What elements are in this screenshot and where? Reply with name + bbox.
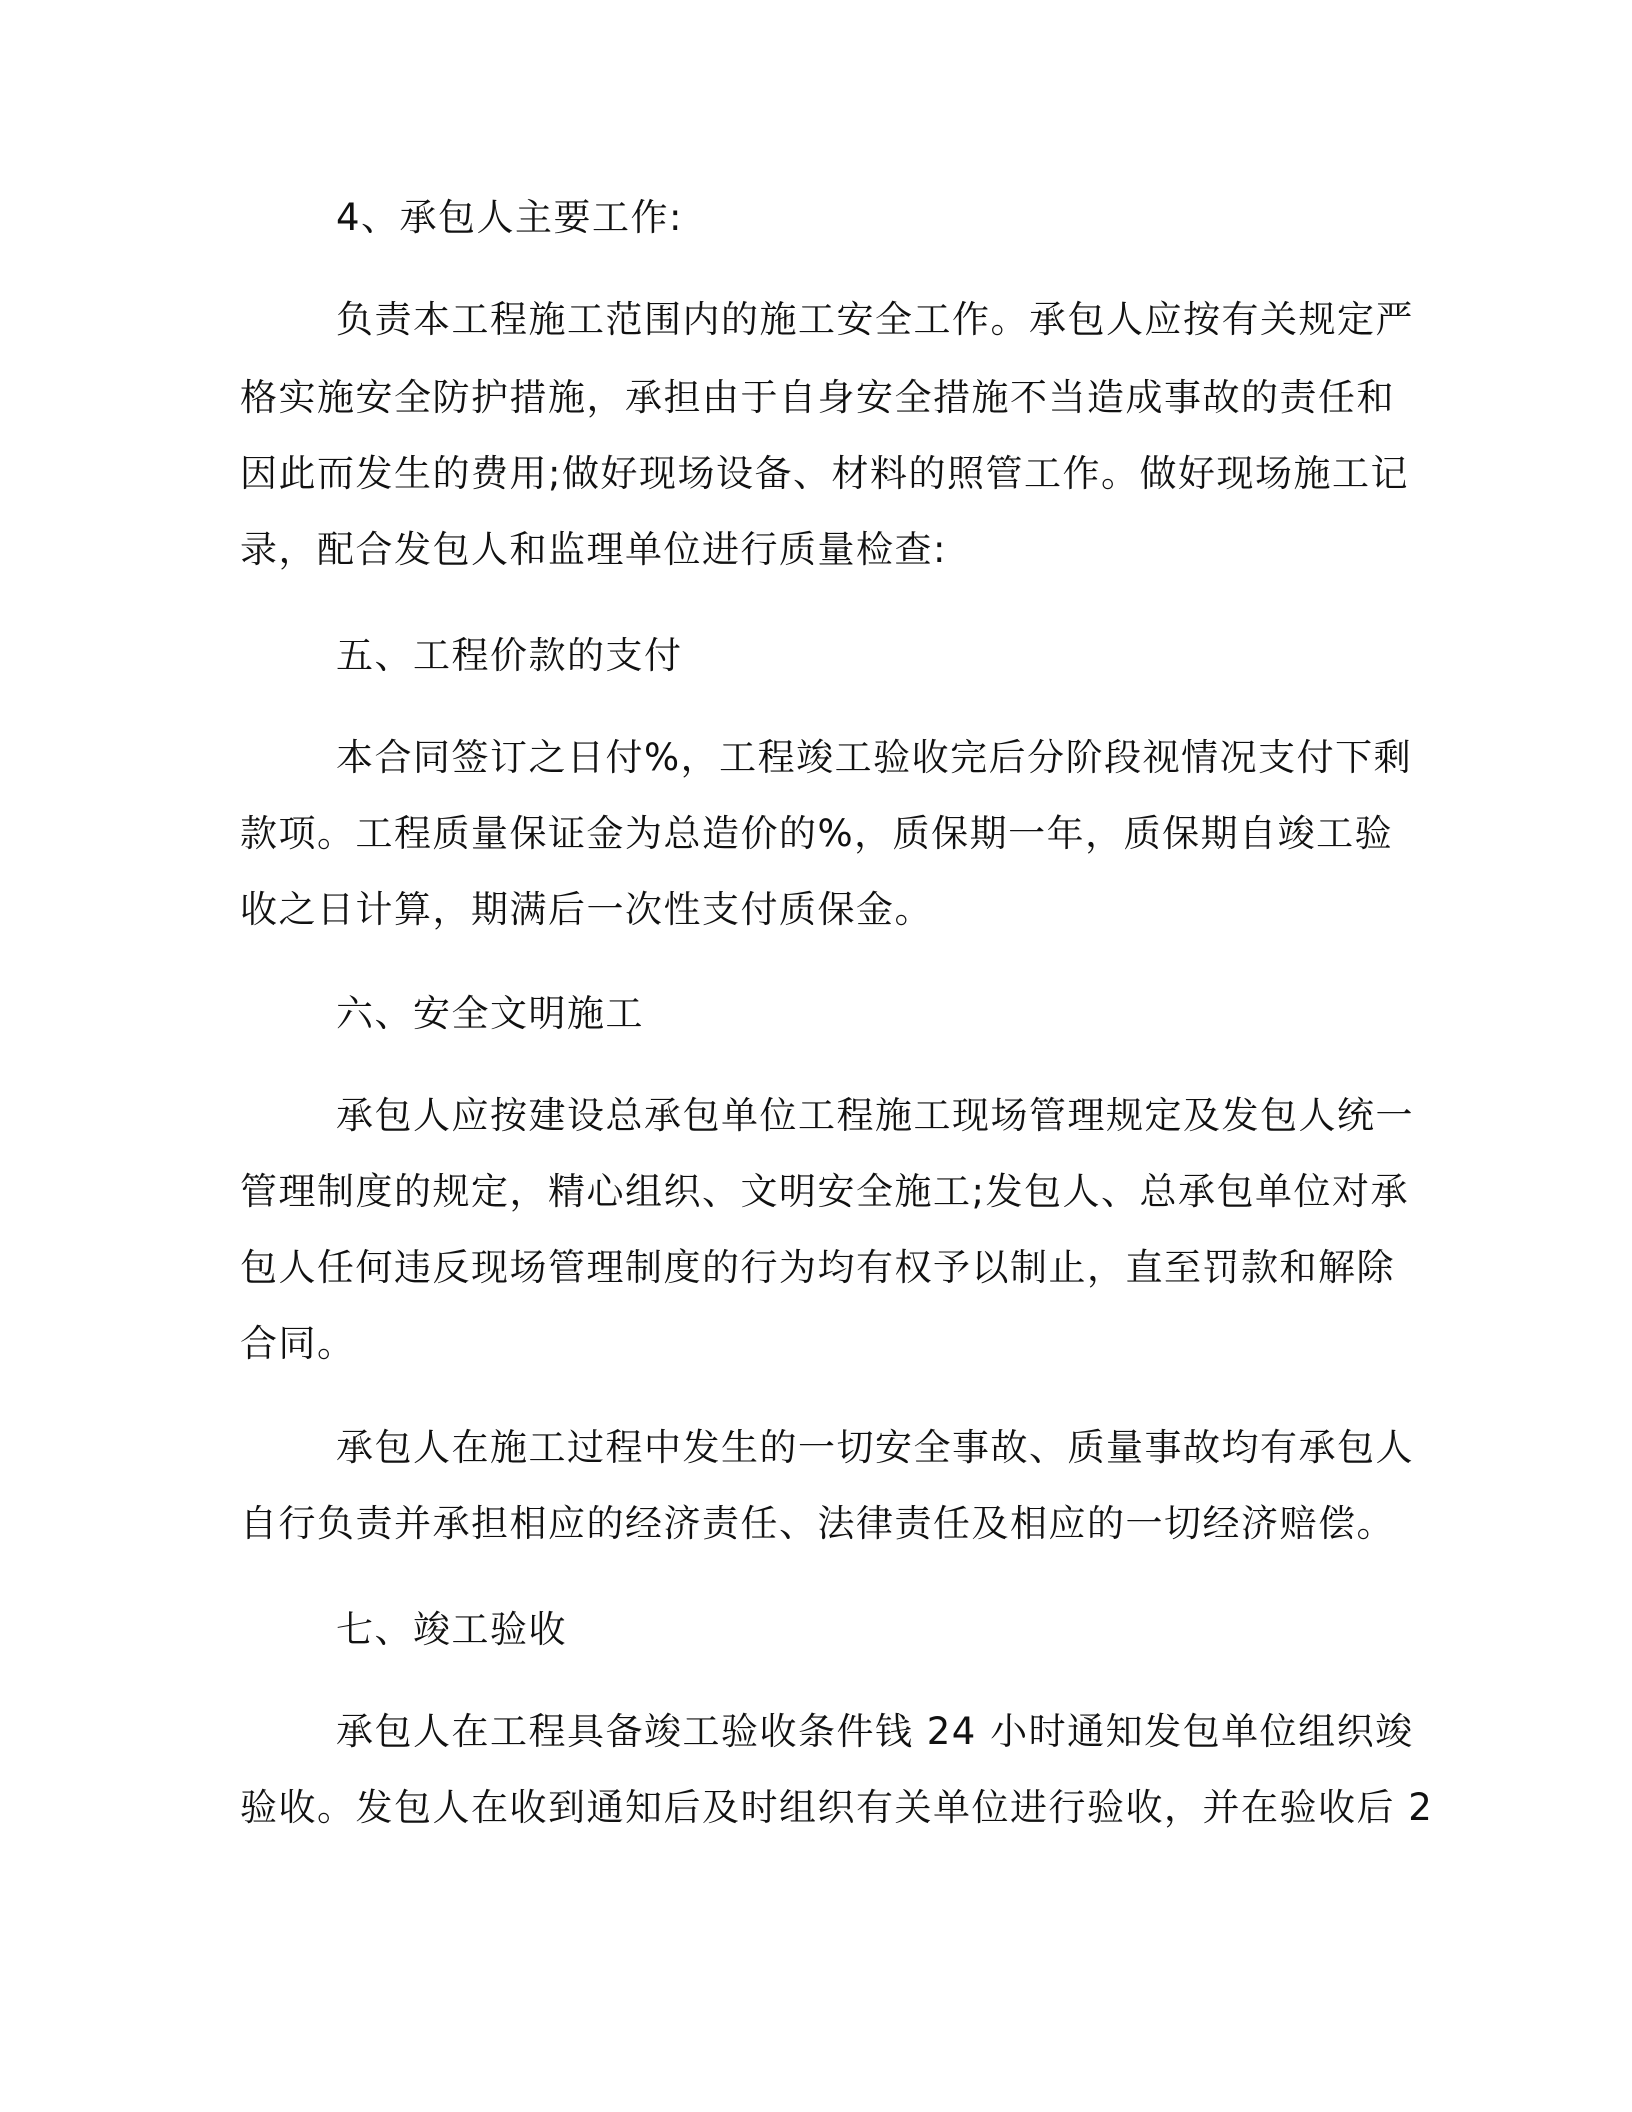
paragraph-3-line-3: 包人任何违反现场管理制度的行为均有权予以制止，直至罚款和解除 <box>240 1246 1395 1289</box>
paragraph-4-line-2: 自行负责并承担相应的经济责任、法律责任及相应的一切经济赔偿。 <box>240 1502 1395 1545</box>
paragraph-1-line-3: 因此而发生的费用;做好现场设备、材料的照管工作。做好现场施工记 <box>240 452 1409 495</box>
paragraph-1-line-2: 格实施安全防护措施，承担由于自身安全措施不当造成事故的责任和 <box>240 376 1395 419</box>
paragraph-2-line-1: 本合同签订之日付%，工程竣工验收完后分阶段视情况支付下剩 <box>336 736 1413 779</box>
paragraph-3-line-4: 合同。 <box>240 1322 356 1365</box>
section-5-heading: 五、工程价款的支付 <box>336 634 683 677</box>
paragraph-5-line-2: 验收。发包人在收到通知后及时组织有关单位进行验收，并在验收后 2 <box>240 1786 1434 1829</box>
section-7-heading: 七、竣工验收 <box>336 1608 567 1651</box>
paragraph-3-line-1: 承包人应按建设总承包单位工程施工现场管理规定及发包人统一 <box>336 1094 1414 1137</box>
section-4-heading: 4、承包人主要工作: <box>336 196 684 239</box>
paragraph-3-line-2: 管理制度的规定，精心组织、文明安全施工;发包人、总承包单位对承 <box>240 1170 1409 1213</box>
section-6-heading: 六、安全文明施工 <box>336 992 644 1035</box>
paragraph-1-line-1: 负责本工程施工范围内的施工安全工作。承包人应按有关规定严 <box>336 298 1414 341</box>
paragraph-1-line-4: 录，配合发包人和监理单位进行质量检查: <box>240 528 947 571</box>
paragraph-4-line-1: 承包人在施工过程中发生的一切安全事故、质量事故均有承包人 <box>336 1426 1414 1469</box>
paragraph-5-line-1: 承包人在工程具备竣工验收条件钱 24 小时通知发包单位组织竣 <box>336 1710 1414 1753</box>
paragraph-2-line-3: 收之日计算，期满后一次性支付质保金。 <box>240 888 933 931</box>
paragraph-2-line-2: 款项。工程质量保证金为总造价的%，质保期一年，质保期自竣工验 <box>240 812 1394 855</box>
